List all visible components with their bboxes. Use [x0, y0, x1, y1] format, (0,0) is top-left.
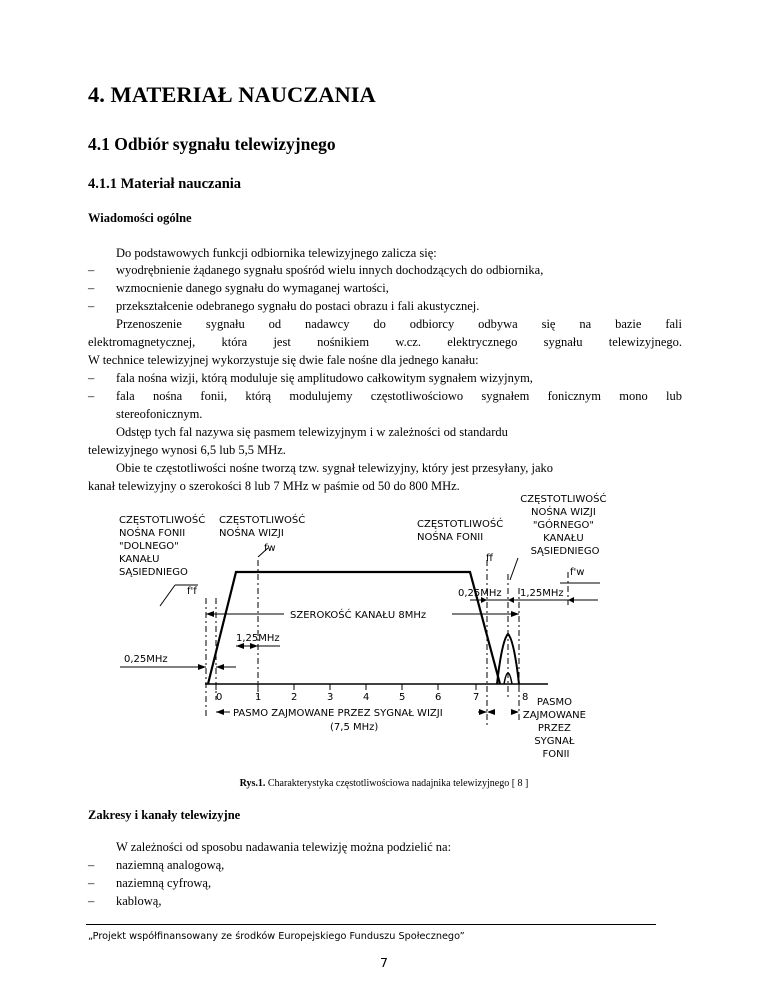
- footer-rule: [86, 924, 656, 925]
- tick-label: 3: [327, 692, 334, 703]
- tick-label: 4: [363, 692, 370, 703]
- label-025-right: 0,25MHz: [458, 588, 502, 599]
- caption-text: Charakterystyka częstotliwościowa nadajnika telewizyjnego [ 8 ]: [265, 778, 529, 789]
- paragraph-line: Odstęp tych fal nazywa się pasmem telewizyjnym i w zależności od standardu: [116, 425, 508, 439]
- subsection-title: 4.1.1 Materiał nauczania: [88, 176, 242, 192]
- label-125-left: 1,25MHz: [236, 633, 280, 644]
- tick-label: 6: [435, 692, 442, 703]
- list-item: wzmocnienie danego sygnału do wymaganej wartości,: [116, 281, 389, 295]
- label-025-left: 0,25MHz: [124, 654, 168, 665]
- paragraph-line: elektromagnetycznej, która jest nośnikiem w.cz. elektrycznego sygnału telewizyjnego.: [88, 335, 682, 349]
- paragraph-line: Obie te częstotliwości nośne tworzą tzw. sygnał telewizyjny, który jest przesyłany, jako: [116, 461, 554, 475]
- label-video-band: PASMO ZAJMOWANE PRZEZ SYGNAŁ WIZJI: [233, 708, 443, 719]
- list-dash: –: [88, 371, 95, 385]
- list-item: wyodrębnienie żądanego sygnału spośród wielu innych dochodzących do odbiornika,: [116, 263, 544, 277]
- tick-label: 5: [399, 692, 406, 703]
- intro-paragraph: W zależności od sposobu nadawania telewizję można podzielić na:: [116, 840, 452, 854]
- label-video-band-sub: (7,5 MHz): [330, 722, 379, 733]
- label-fw-prime: f'w: [570, 567, 585, 578]
- chapter-title: 4. MATERIAŁ NAUCZANIA: [88, 82, 376, 107]
- paragraph-line: Przenoszenie sygnału od nadawcy do odbiorcy odbywa się na bazie fali: [116, 317, 682, 331]
- paragraph-heading-ranges: Zakresy i kanały telewizyjne: [88, 808, 241, 822]
- paragraph-heading-general: Wiadomości ogólne: [88, 211, 192, 225]
- caption-number: Rys.1.: [239, 778, 266, 789]
- tick-label: 7: [473, 692, 480, 703]
- list-dash: –: [88, 263, 95, 277]
- list-dash: –: [88, 281, 95, 295]
- label-lower-sound-carrier: CZĘSTOTLIWOŚĆ NOŚNA FONII "DOLNEGO" KANAŁU SĄSIEDNIEGO: [119, 515, 206, 578]
- list-item: naziemną analogową,: [116, 858, 225, 872]
- label-channel-width: SZEROKOŚĆ KANAŁU 8MHz: [290, 610, 427, 621]
- label-ff: ff: [486, 553, 493, 564]
- axis-tick-labels: [216, 692, 528, 703]
- tick-label: 0: [216, 692, 223, 703]
- list-dash: –: [88, 389, 95, 403]
- label-125-right: 1,25MHz: [520, 588, 564, 599]
- label-sound-carrier: CZĘSTOTLIWOŚĆ NOŚNA FONII: [417, 519, 504, 543]
- paragraph-line: kanał telewizyjny o szerokości 8 lub 7 MHz w paśmie od 50 do 800 MHz.: [88, 479, 460, 493]
- section-title: 4.1 Odbiór sygnału telewizyjnego: [88, 134, 336, 154]
- tick-label: 1: [255, 692, 262, 703]
- list-dash: –: [88, 299, 95, 313]
- paragraph-line: telewizyjnego wynosi 6,5 lub 5,5 MHz.: [88, 443, 286, 457]
- list-item: fala nośna fonii, którą modulujemy częstotliwościowo sygnałem fonicznym mono lub: [116, 389, 682, 403]
- list-item: naziemną cyfrową,: [116, 876, 212, 890]
- label-video-carrier: CZĘSTOTLIWOŚĆ NOŚNA WIZJI: [219, 515, 306, 539]
- list-dash: –: [88, 894, 95, 908]
- tick-label: 8: [522, 692, 529, 703]
- list-item: fala nośna wizji, którą moduluje się amplitudowo całkowitym sygnałem wizyjnym,: [116, 371, 533, 385]
- figure-caption: [0, 778, 768, 789]
- list-dash: –: [88, 858, 95, 872]
- list-item-continuation: stereofonicznym.: [116, 407, 203, 421]
- label-audio-band: PASMO ZAJMOWANE PRZEZ SYGNAŁ FONII: [522, 697, 586, 760]
- list-item: przekształcenie odebranego sygnału do postaci obrazu i fali akustycznej.: [116, 299, 480, 313]
- tick-label: 2: [291, 692, 298, 703]
- label-ff-prime: f'f: [187, 586, 197, 597]
- paragraph-line: W technice telewizyjnej wykorzystuje się dwie fale nośne dla jednego kanału:: [88, 353, 479, 367]
- frequency-response-figure: [0, 488, 768, 773]
- intro-paragraph: Do podstawowych funkcji odbiornika telewizyjnego zalicza się:: [116, 246, 437, 260]
- footer-text: „Projekt współfinansowany ze środków Europejskiego Funduszu Społecznego”: [88, 931, 465, 942]
- list-item: kablową,: [116, 894, 162, 908]
- label-upper-video-carrier: CZĘSTOTLIWOŚĆ NOŚNA WIZJI "GÓRNEGO" KANAŁU SĄSIEDNIEGO: [520, 494, 607, 557]
- response-curve: [208, 572, 500, 684]
- label-fw: fw: [264, 543, 276, 554]
- page-number: 7: [380, 955, 388, 970]
- list-dash: –: [88, 876, 95, 890]
